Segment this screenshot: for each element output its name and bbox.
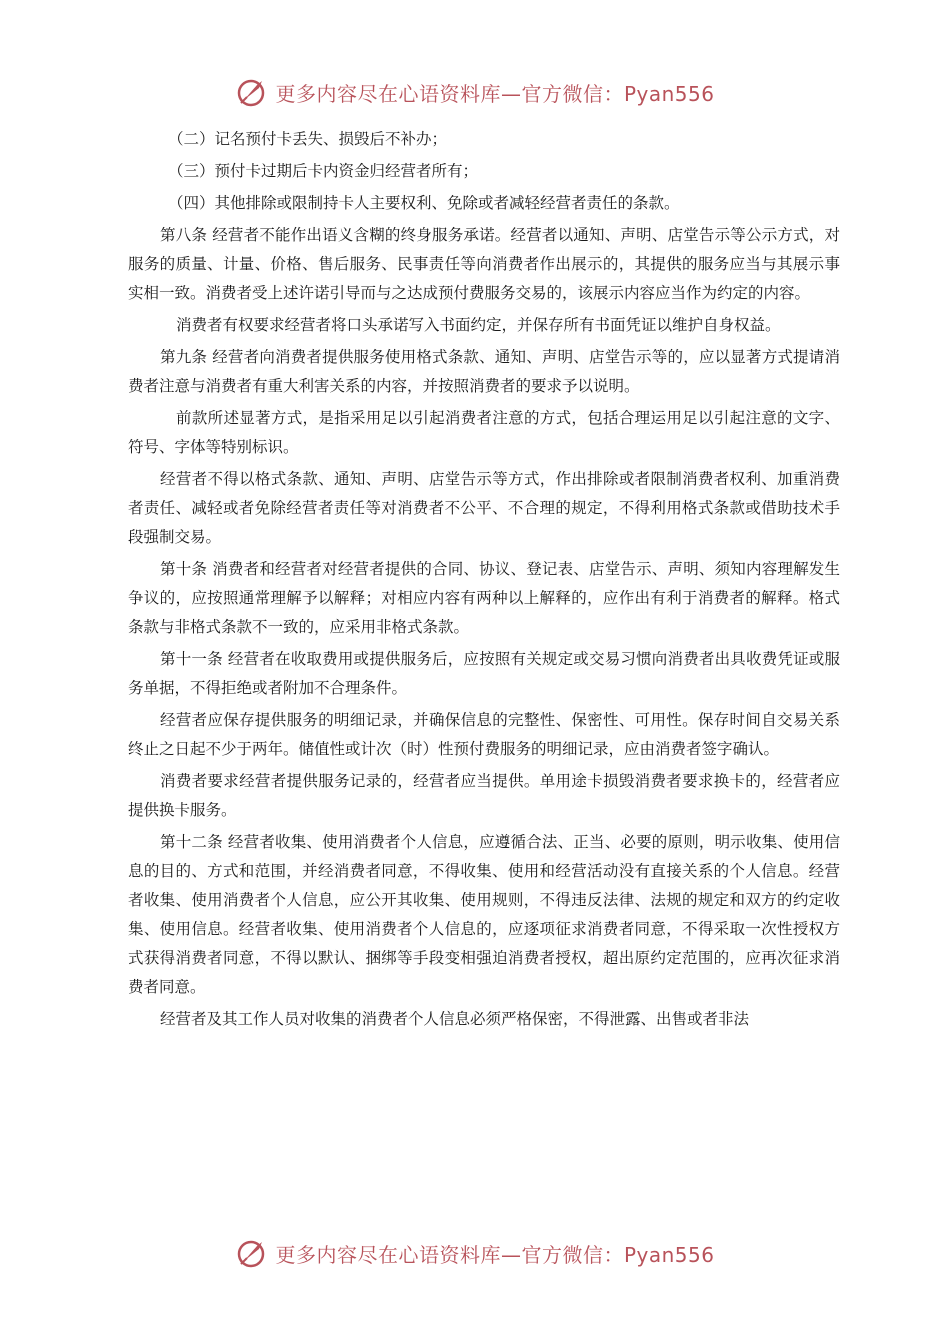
paragraph: （三）预付卡过期后卡内资金归经营者所有； [168,162,479,180]
paragraph: 经营者应保存提供服务的明细记录，并确保信息的完整性、保密性、可用性。保存时间自交易关系终止之日起不少于两年。储值性或计次（时）性预付费服务的明细记录，应由消费者签字确认。 [128,711,840,758]
document-body [128,125,840,1037]
paragraph: 第八条 经营者不能作出语义含糊的终身服务承诺。经营者以通知、声明、店堂告示等公示方式，对服务的质量、计量、价格、售后服务、民事责任等向消费者作出展示的，其提供的服务应当与其展示事实相一致。消费者受上述许诺引导而与之达成预付费服务交易的，该展示内容应当作为约定的内容。 [128,226,840,302]
watermark-text: 更多内容尽在心语资料库—官方微信：Pyan556 [275,1242,715,1267]
paragraph: 第十二条 经营者收集、使用消费者个人信息，应遵循合法、正当、必要的原则，明示收集、使用信息的目的、方式和范围，并经消费者同意，不得收集、使用和经营活动没有直接关系的个人信息。经营者收集、使用消费者个人信息，应公开其收集、使用规则，不得违反法律、法规的规定和双方的约定收集、使用信息。经营者收集、使用消费者个人信息的，应逐项征求消费者同意，不得采取一次性授权方式获得消费者同意，不得以默认、捆绑等手段变相强迫消费者授权，超出原约定范围的，应再次征求消费者同意。 [128,833,840,996]
paragraph: （四）其他排除或限制持卡人主要权利、免除或者减轻经营者责任的条款。 [168,194,680,212]
paragraph: 第九条 经营者向消费者提供服务使用格式条款、通知、声明、店堂告示等的，应以显著方式提请消费者注意与消费者有重大利害关系的内容，并按照消费者的要求予以说明。 [128,348,840,395]
paragraph: 消费者有权要求经营者将口头承诺写入书面约定，并保存所有书面凭证以维护自身权益。 [176,316,781,334]
paragraph: （二）记名预付卡丢失、损毁后不补办； [168,130,448,148]
pen-nib-logo-icon [235,75,269,109]
watermark-text: 更多内容尽在心语资料库—官方微信：Pyan556 [275,81,715,106]
footer-watermark [0,1233,950,1273]
paragraph: 前款所述显著方式，是指采用足以引起消费者注意的方式，包括合理运用足以引起注意的文字、符号、字体等特别标识。 [128,409,840,456]
paragraph: 第十条 消费者和经营者对经营者提供的合同、协议、登记表、店堂告示、声明、须知内容理解发生争议的，应按照通常理解予以解释；对相应内容有两种以上解释的，应作出有利于消费者的解释。格式条款与非格式条款不一致的，应采用非格式条款。 [128,560,840,636]
paragraph: 经营者不得以格式条款、通知、声明、店堂告示等方式，作出排除或者限制消费者权利、加重消费者责任、减轻或者免除经营者责任等对消费者不公平、不合理的规定，不得利用格式条款或借助技术手段强制交易。 [128,470,840,546]
header-watermark [0,72,950,112]
paragraph: 第十一条 经营者在收取费用或提供服务后，应按照有关规定或交易习惯向消费者出具收费凭证或服务单据，不得拒绝或者附加不合理条件。 [128,650,840,697]
pen-nib-logo-icon [235,1236,269,1270]
paragraph: 消费者要求经营者提供服务记录的，经营者应当提供。单用途卡损毁消费者要求换卡的，经营者应提供换卡服务。 [128,772,840,819]
paragraph: 经营者及其工作人员对收集的消费者个人信息必须严格保密，不得泄露、出售或者非法 [160,1010,750,1028]
